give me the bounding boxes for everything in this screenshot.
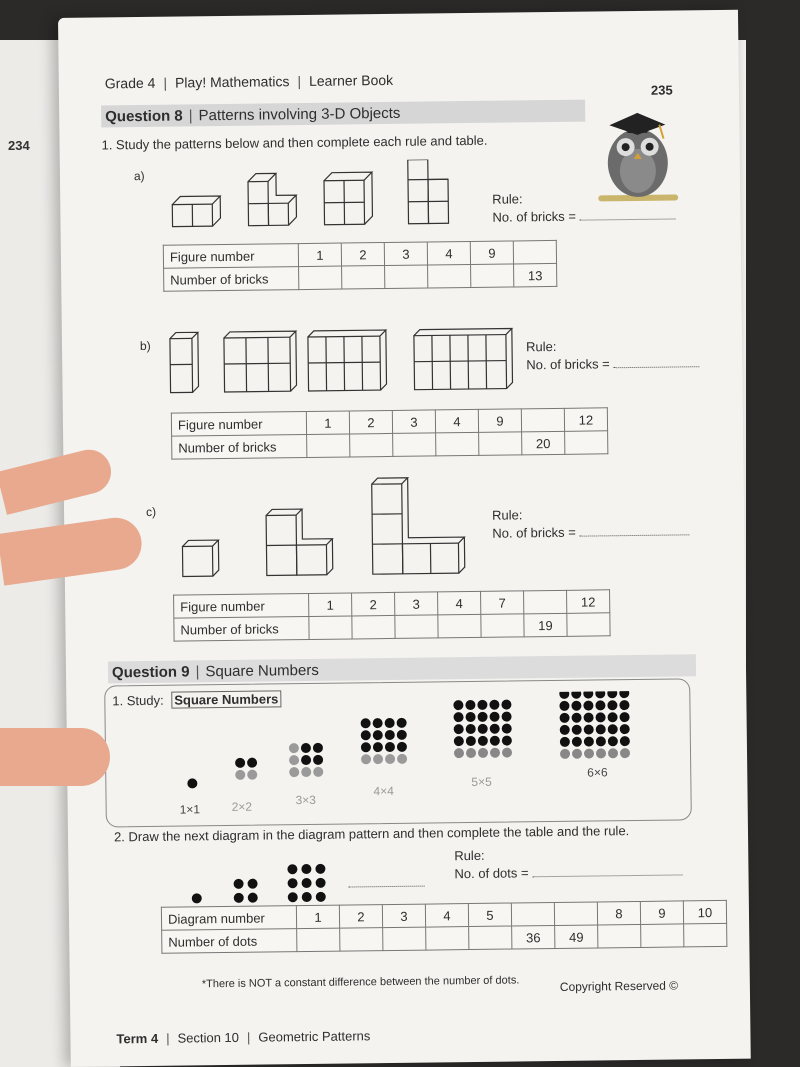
table-cell: 2: [341, 243, 384, 267]
table-cell: 20: [522, 431, 565, 455]
table-cell: 1: [296, 905, 339, 929]
table-cell[interactable]: [299, 266, 342, 290]
square-3-dot: [313, 755, 323, 765]
table-cell: 4: [427, 241, 470, 265]
table-cell[interactable]: [426, 927, 469, 951]
table-cell: 13: [514, 263, 557, 287]
table-cell[interactable]: [385, 265, 428, 289]
square-4-dot: [373, 718, 383, 728]
part-c-rule: [492, 504, 690, 542]
table-cell[interactable]: [340, 928, 383, 952]
table-cell: 8: [597, 901, 640, 925]
square-4-dot: [361, 742, 371, 752]
part-c-brick-figures: [176, 475, 477, 579]
question-8-label: Question 8: [105, 106, 183, 125]
table-cell: 9: [640, 901, 683, 925]
table-cell[interactable]: [395, 615, 438, 639]
table-cell[interactable]: [438, 614, 481, 638]
table-cell: 3: [395, 592, 438, 616]
table-cell: 9: [478, 409, 521, 433]
footer-topic: Geometric Patterns: [258, 1028, 371, 1045]
table-cell: 2: [352, 592, 395, 616]
square-2-dot: [235, 770, 245, 780]
square-dot-patterns: [58, 10, 738, 18]
part-a-rule-text: No. of bricks =: [492, 208, 577, 225]
square-label: 4×4: [373, 783, 394, 799]
table-cell: 2: [349, 410, 392, 434]
table-cell[interactable]: [307, 434, 350, 458]
square-label: 6×6: [587, 765, 608, 780]
dots-rule-title: Rule:: [454, 847, 485, 864]
study-row: [112, 691, 281, 708]
table-cell: 12: [567, 590, 610, 614]
part-b-rule: [526, 336, 700, 374]
part-c-rule-title: Rule:: [492, 507, 523, 523]
square-1-dot: [187, 778, 197, 788]
part-a-rule-title: Rule:: [492, 191, 523, 207]
table-cell[interactable]: [469, 926, 512, 950]
next-diagram-answer[interactable]: [349, 886, 425, 888]
table-cell[interactable]: [641, 924, 684, 948]
part-a-rule-answer[interactable]: [580, 218, 676, 220]
table-cell[interactable]: [479, 432, 522, 456]
grade-label: Grade 4: [104, 74, 156, 92]
square-4-dot: [373, 742, 383, 752]
row-label: Number of bricks: [174, 616, 309, 641]
part-a-table: [163, 240, 558, 292]
dots-rule-answer[interactable]: [533, 874, 683, 877]
row-label: Number of bricks: [164, 267, 299, 292]
table-cell[interactable]: [511, 903, 554, 927]
square-3-dot: [313, 767, 323, 777]
diagram-dot-patterns: [188, 855, 329, 913]
square-3-dot: [313, 743, 323, 753]
part-a-label: a): [133, 168, 145, 184]
page-number: 235: [650, 82, 673, 98]
square-4-dot: [385, 730, 395, 740]
table-cell[interactable]: [521, 408, 564, 432]
row-label: Figure number: [174, 593, 309, 618]
square-4-dot: [397, 730, 407, 740]
table-cell[interactable]: [436, 432, 479, 456]
table-cell[interactable]: [565, 431, 608, 455]
book-title: Play! Mathematics: [174, 73, 290, 91]
table-cell: 3: [382, 904, 425, 928]
square-4-dot: [397, 754, 407, 764]
row-label: Diagram number: [161, 906, 296, 931]
table-cell[interactable]: [598, 924, 641, 948]
table-cell[interactable]: [428, 264, 471, 288]
study-title: Square Numbers: [171, 690, 281, 708]
table-cell: 5: [468, 903, 511, 927]
copyright: Copyright Reserved ©: [559, 978, 679, 994]
table-cell: 36: [512, 926, 555, 950]
table-cell[interactable]: [352, 615, 395, 639]
question-8-bar: Question 8 | Patterns involving 3-D Objects: [101, 100, 585, 128]
table-cell[interactable]: [554, 902, 597, 926]
row-label: Figure number: [163, 244, 298, 269]
table-cell: 1: [298, 243, 341, 267]
table-row: [174, 613, 610, 641]
square-4-dot: [361, 718, 371, 728]
right-page: [58, 10, 751, 1067]
square-5-and-6-dot-patterns: [446, 691, 647, 773]
table-cell: 1: [309, 593, 352, 617]
part-b-table: [171, 407, 609, 459]
table-cell[interactable]: [342, 266, 385, 290]
book-type: Learner Book: [308, 71, 394, 89]
table-row: [164, 263, 557, 291]
table-cell: 3: [392, 410, 435, 434]
table-cell[interactable]: [481, 614, 524, 638]
footer-section: Section 10: [177, 1029, 240, 1046]
square-3-dot: [301, 743, 311, 753]
part-c-table: [173, 589, 611, 641]
part-b-rule-text: No. of bricks =: [526, 356, 610, 373]
table-cell[interactable]: [309, 616, 352, 640]
footer-term: Term 4: [116, 1030, 159, 1047]
square-4-dot: [385, 718, 395, 728]
square-3-dot: [289, 767, 299, 777]
square-3-dot: [289, 755, 299, 765]
table-cell: 4: [425, 904, 468, 928]
question-8-title: Patterns involving 3-D Objects: [198, 104, 401, 124]
square-label: 1×1: [179, 802, 201, 817]
table-cell[interactable]: [471, 264, 514, 288]
square-4-dot: [397, 718, 407, 728]
question-9-instruction-2: 2. Draw the next diagram in the diagram pattern and then complete the table and the rule.: [113, 823, 630, 845]
part-b-rule-answer[interactable]: [614, 366, 700, 368]
square-4-dot: [397, 742, 407, 752]
part-c-label: c): [145, 504, 157, 519]
page-footer: Term 4 | Section 10 | Geometric Patterns: [116, 1028, 371, 1047]
hand-finger: [0, 728, 110, 786]
square-3-dot: [301, 755, 311, 765]
table-cell: 3: [384, 242, 427, 266]
part-a-brick-figures: [168, 159, 469, 233]
table-cell: 10: [683, 900, 726, 924]
square-4-dot: [373, 754, 383, 764]
square-4-dot: [373, 730, 383, 740]
table-cell[interactable]: [524, 590, 567, 614]
question-9-bar: Question 9 | Square Numbers: [108, 654, 696, 683]
square-4-dot: [385, 742, 395, 752]
footnote: *There is NOT a constant difference between the number of dots.: [201, 974, 520, 991]
part-b-brick-figures: [166, 322, 527, 396]
table-cell[interactable]: [350, 433, 393, 457]
table-cell: 9: [470, 241, 513, 265]
question-8-instruction: 1. Study the patterns below and then complete each rule and table.: [101, 132, 488, 153]
table-cell: 12: [564, 408, 607, 432]
square-label: 3×3: [295, 792, 317, 808]
table-cell: 19: [524, 613, 567, 637]
dots-table: [161, 900, 728, 954]
left-page-number: 234: [8, 138, 30, 153]
dots-rule: [454, 844, 683, 883]
part-c-rule-text: No. of bricks =: [492, 524, 576, 541]
square-2-dot: [235, 758, 245, 768]
dots-rule-text: No. of dots =: [454, 865, 529, 882]
row-label: Figure number: [171, 411, 306, 436]
study-label: 1. Study:: [112, 692, 164, 709]
table-cell[interactable]: [513, 240, 556, 264]
table-cell: 1: [306, 411, 349, 435]
square-4-dot: [361, 730, 371, 740]
question-9-title: Square Numbers: [205, 661, 319, 680]
part-c-rule-answer[interactable]: [580, 534, 690, 536]
table-cell: 7: [481, 591, 524, 615]
part-a-rule: [492, 188, 676, 226]
part-b-label: b): [139, 338, 151, 354]
row-label: Number of dots: [162, 929, 297, 954]
square-3-dot: [301, 767, 311, 777]
row-label: Number of bricks: [172, 434, 307, 459]
table-cell[interactable]: [383, 927, 426, 951]
table-cell[interactable]: [393, 433, 436, 457]
square-4-dot: [385, 754, 395, 764]
square-label: 2×2: [231, 799, 253, 814]
question-9-label: Question 9: [111, 662, 190, 681]
square-4-dot: [361, 754, 371, 764]
table-cell: 4: [438, 591, 481, 615]
table-cell[interactable]: [684, 923, 727, 947]
square-2-dot: [247, 758, 257, 768]
square-label: 5×5: [471, 774, 492, 790]
part-b-rule-title: Rule:: [525, 338, 557, 355]
page-header: Grade 4 | Play! Mathematics | Learner Book: [104, 71, 394, 92]
table-cell[interactable]: [297, 928, 340, 952]
table-row: [172, 431, 608, 459]
table-cell: 2: [339, 905, 382, 929]
table-cell: 49: [555, 925, 598, 949]
table-cell: 4: [435, 409, 478, 433]
square-3-dot: [289, 743, 299, 753]
square-2-dot: [247, 770, 257, 780]
table-cell[interactable]: [567, 613, 610, 637]
